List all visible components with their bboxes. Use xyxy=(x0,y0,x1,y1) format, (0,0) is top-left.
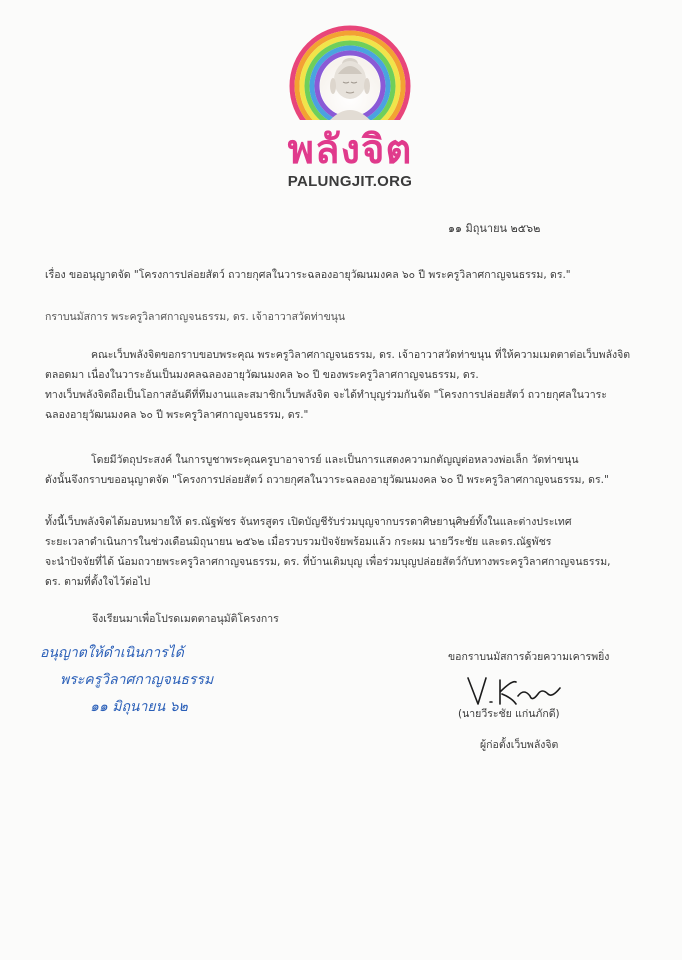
body-paragraph-2 xyxy=(45,450,609,490)
logo-thai-text: พลังจิต xyxy=(287,128,413,172)
paragraph-line: ตลอดมา เนื่องในวาระอันเป็นมงคลฉลองอายุวัฒนมงคล ๖๐ ปี ของพระครูวิลาศกาญจนธรรม, ดร. xyxy=(45,369,479,381)
handwritten-line: ๑๑ มิถุนายน ๖๒ xyxy=(90,699,188,715)
letter-date: ๑๑ มิถุนายน ๒๕๖๒ xyxy=(448,222,541,235)
handwritten-approval xyxy=(40,640,330,721)
closing-regards: ขอกราบนมัสการด้วยความเคารพยิ่ง xyxy=(448,651,610,663)
signer-title: ผู้ก่อตั้งเว็บพลังจิต xyxy=(480,739,559,751)
handwritten-line: อนุญาตให้ดำเนินการได้ xyxy=(40,645,184,661)
body-paragraph-1 xyxy=(45,345,630,425)
paragraph-line: ระยะเวลาดำเนินการในช่วงเดือนมิถุนายน ๒๕๖๒ เมื่อรวบรวมปัจจัยพร้อมแล้ว กระผม นายวีระชัย และดร.ณัฐพัชร xyxy=(45,536,552,548)
letter-salutation: กราบนมัสการ พระครูวิลาศกาญจนธรรม, ดร. เจ้าอาวาสวัดท่าขนุน xyxy=(45,311,346,323)
body-paragraph-3 xyxy=(45,512,610,592)
paragraph-line: ดังนั้นจึงกราบขออนุญาตจัด "โครงการปล่อยสัตว์ ถวายกุศลในวาระฉลองอายุวัฒนมงคล ๖๐ ปี พระครูวิลาศกาญจนธรรม, ดร." xyxy=(45,474,609,486)
rainbow-buddha-icon xyxy=(278,24,422,132)
logo-english-text: PALUNGJIT.ORG xyxy=(287,173,413,190)
paragraph-line: ดร. ตามที่ตั้งใจไว้ต่อไป xyxy=(45,576,151,588)
paragraph-line: ทั้งนี้เว็บพลังจิตได้มอบหมายให้ ดร.ณัฐพัชร จันทรสูตร เปิดบัญชีรับร่วมบุญจากบรรดาศิษยานุศิษย์ทั้งในและต่างประเทศ xyxy=(45,516,572,528)
signer-name: (นายวีระชัย แก่นภักดี) xyxy=(458,708,560,720)
paragraph-line: จะนำปัจจัยที่ได้ น้อมถวายพระครูวิลาศกาญจนธรรม, ดร. ที่บ้านเติมบุญ เพื่อร่วมบุญปล่อยสัตว์กับทางพระครูวิลาศกาญจนธรรม, xyxy=(45,556,611,568)
paragraph-line: โดยมีวัตถุประสงค์ ในการบูชาพระคุณครูบาอาจารย์ และเป็นการแสดงความกตัญญูต่อหลวงพ่อเล็ก วัดท่าขนุน xyxy=(91,454,579,466)
palungjit-logo xyxy=(270,20,430,195)
paragraph-line: ฉลองอายุวัฒนมงคล ๖๐ ปี พระครูวิลาศกาญจนธรรม, ดร." xyxy=(45,409,309,421)
closing-request: จึงเรียนมาเพื่อโปรดเมตตาอนุมัติโครงการ xyxy=(92,613,279,625)
handwritten-line: พระครูวิลาศกาญจนธรรม xyxy=(60,672,214,688)
paragraph-line: ทางเว็บพลังจิตถือเป็นโอกาสอันดีที่ทีมงานและสมาชิกเว็บพลังจิต จะได้ทำบุญร่วมกันจัด "โครงการปล่อยสัตว์ ถวายกุศลในวาระ xyxy=(45,389,607,401)
signature xyxy=(460,672,570,712)
letter-subject: เรื่อง ขออนุญาตจัด "โครงการปล่อยสัตว์ ถวายกุศลในวาระฉลองอายุวัฒนมงคล ๖๐ ปี พระครูวิลาศกาญจนธรรม, ดร." xyxy=(45,269,571,281)
paragraph-line: คณะเว็บพลังจิตขอกราบขอบพระคุณ พระครูวิลาศกาญจนธรรม, ดร. เจ้าอาวาสวัดท่าขนุน ที่ให้ความเมตตาต่อเว็บพลังจิต xyxy=(91,349,631,361)
